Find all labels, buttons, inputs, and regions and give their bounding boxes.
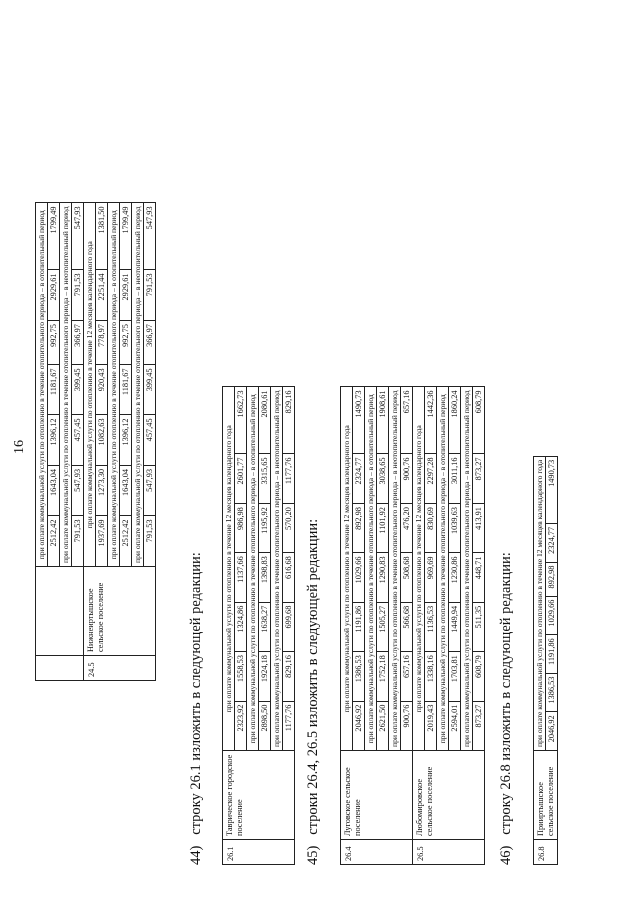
tariff-value: 448,71 [473,553,485,602]
payment-mode-note: при оплате коммунальной услуги по отоплению в течение отопительного периода – в отопительный период [365,387,377,751]
tariff-value: 2929,61 [120,270,132,321]
tariff-value: 2019,43 [425,701,437,750]
tariff-value: 2323,92 [235,701,247,750]
tariff-value: 1643,04 [120,466,132,517]
settlement-name: Любомировское сельское поселение [413,751,485,840]
tariff-value: 547,93 [144,466,156,517]
tariff-value: 413,91 [473,504,485,553]
settlement-name: Луговское сельское поселение [341,751,413,840]
tariff-value: 900,76 [401,454,413,504]
tariff-value: 1643,04 [48,466,60,517]
tariff-value: 657,16 [401,652,413,701]
tariff-value: 992,75 [48,321,60,365]
tariff-value: 892,98 [353,504,365,553]
tariff-value: 2324,77 [546,523,558,562]
table-row [413,387,425,865]
tariff-value: 1490,73 [353,387,365,454]
tariff-value: 399,45 [72,365,84,415]
tariff-value: 791,53 [144,516,156,567]
tariff-value: 570,20 [283,504,295,553]
tariff-value: 2046,92 [546,712,558,751]
tariff-value: 1908,61 [377,387,389,454]
tariff-value: 1860,24 [449,387,461,454]
tariff-value: 969,69 [425,553,437,602]
tariff-value: 616,68 [283,553,295,602]
tariff-value: 1029,66 [546,596,558,635]
row-number [36,656,84,681]
row-number: 24.5 [84,656,156,681]
tariff-value: 791,53 [72,516,84,567]
tariff-value: 1273,30 [96,466,108,517]
row-number: 26.4 [341,840,413,865]
tariff-value: 1290,83 [377,553,389,602]
payment-mode-note: при оплате коммунальной услуги по отоплению в течение 12 месяцев календарного года [341,387,353,751]
tariff-value: 508,68 [401,553,413,602]
tariff-value: 1442,36 [425,387,437,454]
tariff-value: 2621,50 [377,701,389,750]
heading-46: 46) строку 26.8 изложить в следующей редакции: [498,552,514,865]
payment-mode-note: при оплате коммунальной услуги по отоплению в течение 12 месяцев календарного года [413,387,425,751]
tariff-value: 2929,61 [48,270,60,321]
tariff-value: 2512,42 [120,516,132,567]
tariff-value: 829,16 [283,387,295,454]
tariff-value: 1924,18 [259,652,271,701]
tariff-value: 1396,12 [48,415,60,466]
table-top-continuation [35,203,156,682]
payment-mode-note: при оплате коммунальной услуги по отоплению в течение отопительного периода – в неотопительный период [132,203,144,567]
payment-mode-note: при оплате коммунальной услуги по отоплению в течение 12 месяцев календарного года [84,203,96,567]
tariff-value: 830,69 [425,504,437,553]
tariff-value: 1396,12 [120,415,132,466]
tariff-value: 457,45 [72,415,84,466]
tariff-value: 1136,53 [425,602,437,651]
tariff-value: 608,79 [473,387,485,454]
tariff-value: 566,68 [401,602,413,651]
tariff-value: 1338,16 [425,652,437,701]
tariff-value: 1195,92 [259,504,271,553]
table-row-26-8 [533,456,558,865]
tariff-value: 1082,63 [96,415,108,466]
tariff-value: 1137,66 [235,553,247,602]
heading-45: 45) строки 26.4, 26.5 изложить в следующей редакции: [305,518,321,865]
tariff-value: 2251,44 [96,270,108,321]
tariff-value: 1381,50 [96,203,108,270]
tariff-value: 1799,49 [120,203,132,270]
payment-mode-note: при оплате коммунальной услуги по отоплению в течение отопительного периода – в неотопительный период [271,387,283,751]
tariff-value: 2594,01 [449,701,461,750]
tariff-value: 1177,76 [283,701,295,750]
tariff-value: 1177,76 [283,454,295,504]
tariff-value: 657,16 [401,387,413,454]
tariff-value: 511,35 [473,602,485,651]
tariff-value: 1029,66 [353,553,365,602]
payment-mode-note: при оплате коммунальной услуги по отоплению в течение отопительного периода – в отопительный период [36,203,48,567]
table-row-26-1 [222,387,295,866]
payment-mode-note: при оплате коммунальной услуги по отоплению в течение 12 месяцев календарного года [223,387,235,751]
tariff-value: 873,27 [473,454,485,504]
tariff-value: 1386,53 [546,673,558,712]
tariff-value: 547,93 [72,466,84,517]
tariff-value: 1752,18 [377,652,389,701]
payment-mode-note: при оплате коммунальной услуги по отоплению в течение отопительного периода – в неотопительный период [60,203,72,567]
page-number: 16 [12,440,27,454]
tariff-value: 900,76 [401,701,413,750]
tariff-value: 1039,63 [449,504,461,553]
tariff-value: 3011,16 [449,454,461,504]
tariff-value: 1505,27 [377,602,389,651]
tariff-value: 1638,27 [259,602,271,651]
tariff-value: 399,45 [144,365,156,415]
table-row [534,456,546,864]
table-row [36,203,48,681]
tariff-value: 608,79 [473,652,485,701]
tariff-value: 778,97 [96,321,108,365]
table-rows-26-4-26-5 [340,387,485,866]
tariff-value: 366,97 [144,321,156,365]
tariff-value: 547,93 [72,203,84,270]
tariff-value: 1181,67 [48,365,60,415]
payment-mode-note: при оплате коммунальной услуги по отоплению в течение отопительного периода – в отопительный период [437,387,449,751]
tariff-value: 1386,53 [353,652,365,701]
tariff-value: 2512,42 [48,516,60,567]
tariff-value: 1191,86 [546,635,558,673]
tariff-value: 2601,77 [235,454,247,504]
payment-mode-note: при оплате коммунальной услуги по отоплению в течение отопительного периода – в отопительный период [108,203,120,567]
table-row [223,387,235,865]
tariff-value: 2297,28 [425,454,437,504]
tariff-value: 1181,67 [120,365,132,415]
tariff-value: 829,16 [283,652,295,701]
tariff-value: 699,68 [283,602,295,651]
tariff-value: 547,93 [144,203,156,270]
table-row [341,387,353,865]
payment-mode-note: при оплате коммунальной услуги по отоплению в течение 12 месяцев календарного года [534,456,546,750]
tariff-value: 1937,69 [96,516,108,567]
tariff-value: 1662,73 [235,387,247,454]
payment-mode-note: при оплате коммунальной услуги по отоплению в течение отопительного периода – в отопительный период [247,387,259,751]
tariff-value: 1101,92 [377,504,389,553]
payment-mode-note: при оплате коммунальной услуги по отоплению в течение отопительного периода – в неотопительный период [389,387,401,751]
tariff-value: 1398,83 [259,553,271,602]
row-number: 26.8 [534,840,558,865]
settlement-name: Прииртышское сельское поселение [534,751,558,840]
tariff-value: 2046,92 [353,701,365,750]
tariff-value: 366,97 [72,321,84,365]
tariff-value: 920,43 [96,365,108,415]
tariff-value: 1230,86 [449,553,461,602]
tariff-value: 3315,65 [259,454,271,504]
tariff-value: 1449,94 [449,602,461,651]
row-number: 26.5 [413,840,485,865]
heading-44: 44) строку 26.1 изложить в следующей редакции: [188,552,204,865]
tariff-value: 791,53 [72,270,84,321]
tariff-value: 873,27 [473,701,485,750]
tariff-value: 791,53 [144,270,156,321]
row-number: 26.1 [223,840,295,865]
tariff-value: 1558,53 [235,652,247,701]
tariff-value: 2324,77 [353,454,365,504]
tariff-value: 2898,50 [259,701,271,750]
settlement-name [36,567,84,656]
tariff-value: 1799,49 [48,203,60,270]
tariff-value: 1191,86 [353,602,365,651]
tariff-value: 992,75 [120,321,132,365]
table-row [84,203,96,681]
tariff-value: 1703,81 [449,652,461,701]
tariff-value: 476,20 [401,504,413,553]
tariff-value: 1490,73 [546,456,558,523]
settlement-name: Нижнеиртышское сельское поселение [84,567,156,656]
tariff-value: 2080,61 [259,387,271,454]
payment-mode-note: при оплате коммунальной услуги по отоплению в течение отопительного периода – в неотопительный период [461,387,473,751]
tariff-value: 3038,65 [377,454,389,504]
tariff-value: 986,98 [235,504,247,553]
settlement-name: Таврическое городское поселение [223,751,295,840]
tariff-value: 457,45 [144,415,156,466]
tariff-value: 1324,86 [235,602,247,651]
tariff-value: 892,98 [546,562,558,596]
